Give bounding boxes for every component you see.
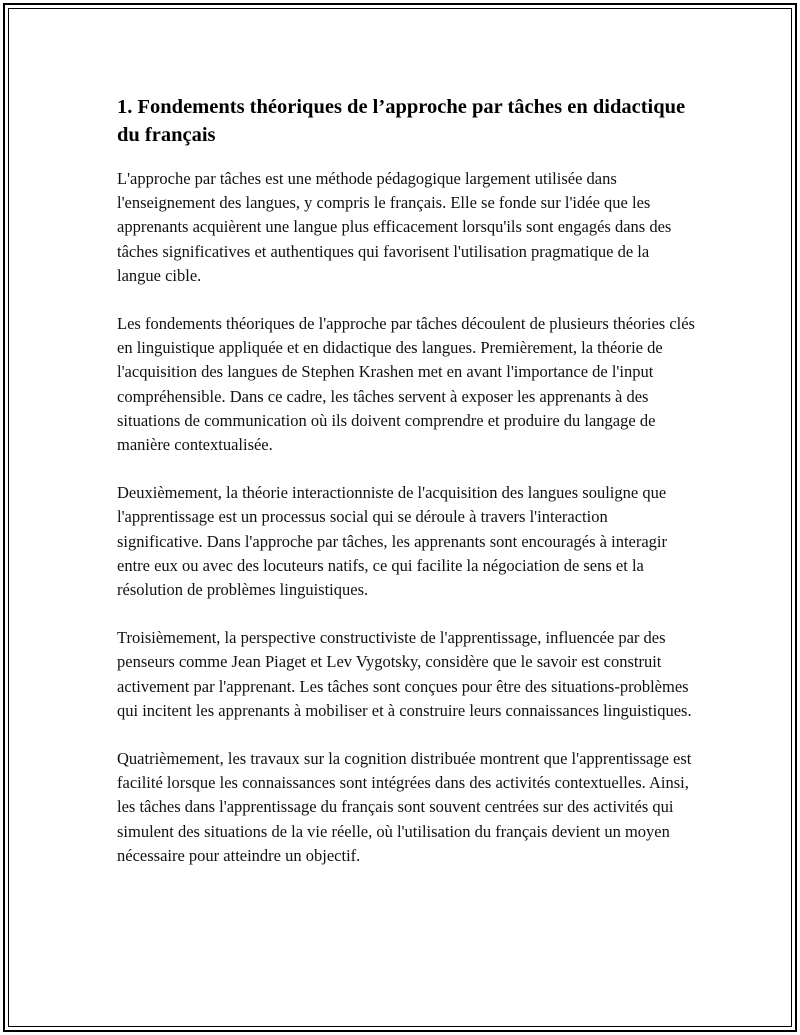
section-heading: 1. Fondements théoriques de l’approche par tâches en didactique du français: [117, 96, 686, 146]
document-body: [117, 93, 697, 892]
paragraph-constructivist: Troisièmement, la perspective constructiviste de l'apprentissage, influencée par des penseurs comme Jean Piaget et Lev Vygotsky, considère que le savoir est construit activement par l'apprenant. Les tâches sont conçues pour être des situations-problèmes qui incitent les apprenants à mobiliser et à construire leurs connaissances linguistiques.: [117, 628, 692, 720]
paragraph-intro: L'approche par tâches est une méthode pédagogique largement utilisée dans l'enseignement des langues, y compris le français. Elle se fonde sur l'idée que les apprenants acquièrent une langue plus efficacement lorsqu'ils sont engagés dans des tâches significatives et authentiques qui favorisent l'utilisation pragmatique de la langue cible.: [117, 169, 672, 285]
paragraph-interactionist: Deuxièmement, la théorie interactionniste de l'acquisition des langues souligne que l'apprentissage est un processus social qui se déroule à travers l'interaction significative. Dans l'approche par tâches, les apprenants sont encouragés à interagir entre eux ou avec des locuteurs natifs, ce qui facilite la négociation de sens et la résolution de problèmes linguistiques.: [117, 483, 668, 600]
paragraph-distributed-cognition: Quatrièmement, les travaux sur la cognition distribuée montrent que l'apprentissage est facilité lorsque les connaissances sont intégrées dans des activités contextuelles. Ainsi, les tâches dans l'apprentissage du français sont souvent centrées sur des activités qui simulent des situations de la vie réelle, où l'utilisation du français devient un moyen nécessaire pour atteindre un objectif.: [117, 749, 692, 865]
paragraph-krashen: Les fondements théoriques de l'approche par tâches découlent de plusieurs théories clés en linguistique appliquée et en didactique des langues. Premièrement, la théorie de l'acquisition des langues de Stephen Krashen met en avant l'importance de l'input compréhensible. Dans ce cadre, les tâches servent à exposer les apprenants à des situations de communication où ils doivent comprendre et produire du langage de manière contextualisée.: [117, 314, 695, 455]
